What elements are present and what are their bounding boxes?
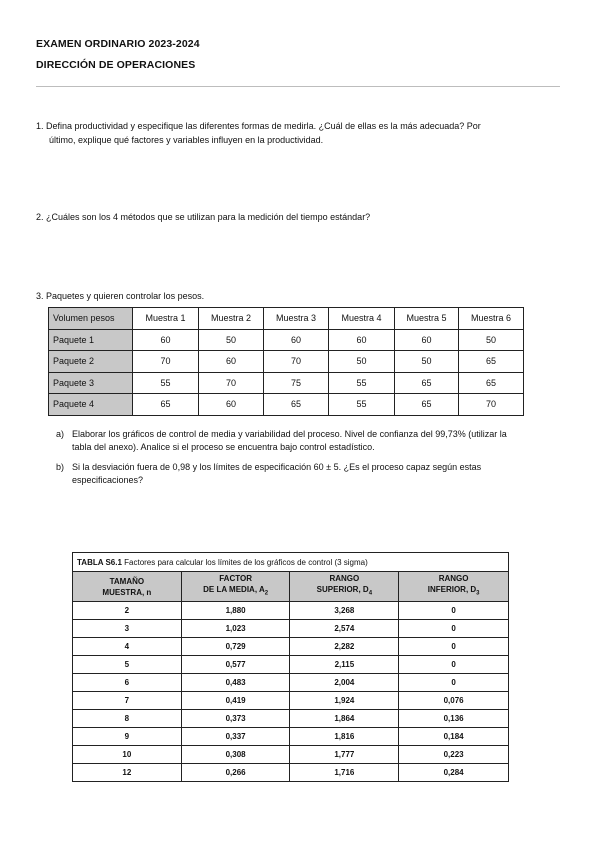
table-row [73, 620, 509, 638]
table-cell: 65 [133, 394, 199, 416]
table-cell: 60 [199, 351, 264, 373]
subquestion-a-line-2: tabla del anexo). Analice si el proceso se encuentra bajo control estadístico. [72, 442, 375, 452]
table-row [49, 351, 524, 373]
row-label: Paquete 3 [49, 372, 133, 394]
table-cell: 1,816 [290, 728, 399, 746]
question-1 [36, 119, 556, 147]
table-cell: 0,308 [181, 746, 290, 764]
table-cell: 6 [73, 674, 182, 692]
table-cell: 12 [73, 764, 182, 782]
table-cell: 60 [329, 329, 395, 351]
table-cell: 55 [329, 372, 395, 394]
table-row [49, 329, 524, 351]
table-cell: 1,716 [290, 764, 399, 782]
table-cell: 65 [395, 394, 459, 416]
table-cell: 3 [73, 620, 182, 638]
table-row [73, 692, 509, 710]
table-cell: 75 [264, 372, 329, 394]
table-cell: 9 [73, 728, 182, 746]
table-caption-row [73, 553, 509, 572]
table-cell: 0,337 [181, 728, 290, 746]
table-caption-text: Factores para calcular los límites de los gráficos de control (3 sigma) [121, 557, 368, 567]
table-cell: 65 [459, 351, 524, 373]
table-row [73, 602, 509, 620]
column-header: FACTOR DE LA MEDIA, $A_2$ [181, 572, 290, 602]
table-cell: 1,880 [181, 602, 290, 620]
table-caption-id: TABLA S6.1 [77, 557, 122, 567]
table-cell: 8 [73, 710, 182, 728]
table-cell: 2 [73, 602, 182, 620]
table-cell: 0,373 [181, 710, 290, 728]
table-cell: 0 [399, 656, 509, 674]
table-row [73, 638, 509, 656]
row-label: Paquete 2 [49, 351, 133, 373]
table-cell: 65 [264, 394, 329, 416]
table-cell: 0,419 [181, 692, 290, 710]
table-row [49, 372, 524, 394]
table-row [73, 656, 509, 674]
question-1-line-2: último, explique qué factores y variables influyen en la productividad. [49, 135, 324, 145]
table-cell: 70 [459, 394, 524, 416]
table-cell: 2,282 [290, 638, 399, 656]
table-cell: 2,574 [290, 620, 399, 638]
table-cell: 1,924 [290, 692, 399, 710]
table-cell: 50 [329, 351, 395, 373]
subquestion-a-marker: a) [56, 429, 65, 439]
exam-title: EXAMEN ORDINARIO 2023-2024 [36, 38, 200, 50]
weights-table-header [49, 308, 524, 330]
table-cell: 0 [399, 674, 509, 692]
table-cell: 0,076 [399, 692, 509, 710]
table-cell: 0,577 [181, 656, 290, 674]
table-cell: 60 [133, 329, 199, 351]
question-2: 2. ¿Cuáles son los 4 métodos que se utilizan para la medición del tiempo estándar? [36, 212, 371, 222]
column-header: Muestra 3 [264, 308, 329, 330]
table-cell: 0,184 [399, 728, 509, 746]
table-cell: 0,284 [399, 764, 509, 782]
table-cell: 3,268 [290, 602, 399, 620]
table-cell: 2,115 [290, 656, 399, 674]
weights-table [48, 307, 524, 416]
column-header: RANGO SUPERIOR, $D_4$ [290, 572, 399, 602]
table-cell: 1,864 [290, 710, 399, 728]
subquestion-b-line-1: Si la desviación fuera de 0,98 y los límites de especificación 60 ± 5. ¿Es el proceso capaz según estas [72, 462, 482, 472]
row-label: Paquete 1 [49, 329, 133, 351]
table-cell: 65 [395, 372, 459, 394]
table-cell: 55 [329, 394, 395, 416]
table-cell: 7 [73, 692, 182, 710]
table-row [49, 394, 524, 416]
row-label: Paquete 4 [49, 394, 133, 416]
table-cell: 0,729 [181, 638, 290, 656]
column-header: RANGO INFERIOR, $D_3$ [399, 572, 509, 602]
table-cell: 0,266 [181, 764, 290, 782]
table-cell: 0 [399, 602, 509, 620]
column-header: Muestra 1 [133, 308, 199, 330]
table-cell: 70 [264, 351, 329, 373]
table-cell: 0 [399, 638, 509, 656]
table-cell: 2,004 [290, 674, 399, 692]
table-cell: 10 [73, 746, 182, 764]
table-cell: 60 [199, 394, 264, 416]
header-divider [36, 86, 560, 87]
table-cell: 0,483 [181, 674, 290, 692]
table-cell: 0 [399, 620, 509, 638]
question-1-line-1: 1. Defina productividad y especifique las diferentes formas de medirla. ¿Cuál de ellas es la más adecuada? Por [36, 121, 481, 131]
column-header: Muestra 4 [329, 308, 395, 330]
subquestion-b-marker: b) [56, 462, 65, 472]
weights-corner-cell: Volumen pesos [49, 308, 133, 330]
table-row [73, 764, 509, 782]
column-header: Muestra 6 [459, 308, 524, 330]
factors-table-header [73, 572, 509, 602]
table-cell: 50 [199, 329, 264, 351]
table-cell: 5 [73, 656, 182, 674]
subquestion-b-line-2: especificaciones? [72, 475, 144, 485]
table-cell: 1,023 [181, 620, 290, 638]
table-cell: 4 [73, 638, 182, 656]
control-factors-table [72, 552, 509, 782]
question-3: 3. Paquetes y quieren controlar los pesos. [36, 291, 205, 301]
table-cell: 60 [395, 329, 459, 351]
table-cell: 65 [459, 372, 524, 394]
table-cell: 55 [133, 372, 199, 394]
table-row [73, 728, 509, 746]
table-row [73, 674, 509, 692]
column-header: Muestra 5 [395, 308, 459, 330]
table-cell: 60 [264, 329, 329, 351]
subquestion-a-line-1: Elaborar los gráficos de control de media y variabilidad del proceso. Nivel de confianza del 99,73% (utilizar la [72, 429, 507, 439]
table-caption [73, 553, 509, 572]
table-cell: 1,777 [290, 746, 399, 764]
column-header: Muestra 2 [199, 308, 264, 330]
table-cell: 0,136 [399, 710, 509, 728]
table-row [73, 746, 509, 764]
table-cell: 50 [395, 351, 459, 373]
table-row [73, 710, 509, 728]
table-cell: 50 [459, 329, 524, 351]
course-title: DIRECCIÓN DE OPERACIONES [36, 59, 196, 71]
table-cell: 70 [199, 372, 264, 394]
column-header: TAMAÑO MUESTRA, n [73, 572, 182, 602]
table-cell: 70 [133, 351, 199, 373]
table-cell: 0,223 [399, 746, 509, 764]
